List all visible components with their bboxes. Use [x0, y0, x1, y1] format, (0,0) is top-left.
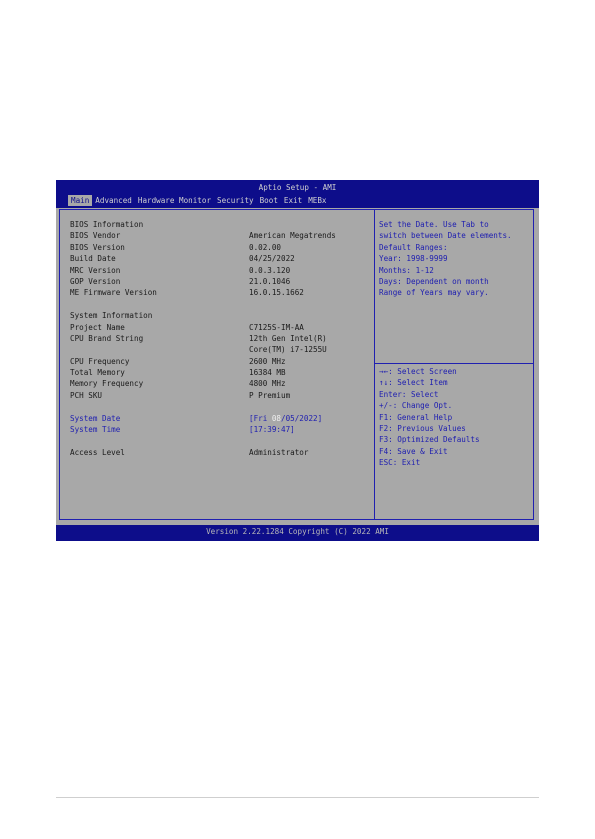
info-row-cpu-brand-cont: Core(TM) i7-1255U	[249, 345, 327, 355]
title-bar	[56, 180, 539, 208]
panel-divider	[374, 209, 375, 520]
menu-advanced[interactable]: Advanced	[95, 196, 132, 205]
access-level-row: Access Level Administrator	[70, 447, 309, 457]
info-row-cpu-brand: CPU Brand String 12th Gen Intel(R)	[70, 333, 327, 343]
key-enter: Enter: Select	[379, 389, 439, 399]
menu-mebx[interactable]: MEBx	[308, 196, 327, 205]
help-text: Set the Date. Use Tab to switch between Date elements. Default Ranges: Year: 1998-9999 Months: 1-12 Days: Dependent on month Range of Years may vary.	[379, 220, 512, 298]
system-info-header: System Information	[70, 311, 153, 321]
key-select-screen: →←: Select Screen	[379, 367, 457, 376]
version-footer: Version 2.22.1284 Copyright (C) 2022 AMI	[56, 525, 539, 541]
system-date-label[interactable]: System Date	[70, 413, 121, 423]
info-row-memory-frequency: Memory Frequency 4800 MHz	[70, 379, 286, 389]
menu-main[interactable]: Main	[68, 195, 92, 206]
info-row-mrc-version: MRC Version 0.0.3.120	[70, 265, 291, 275]
info-row-cpu-frequency: CPU Frequency 2600 MHz	[70, 356, 286, 366]
key-change-opt: +/-: Change Opt.	[379, 401, 453, 411]
info-row-pch-sku: PCH SKU P Premium	[70, 390, 291, 400]
menu-hardware-monitor[interactable]: Hardware Monitor	[137, 196, 212, 205]
system-date-value[interactable]: [Fri 08/05/2022]	[249, 413, 323, 423]
system-date-setting[interactable]	[70, 413, 370, 424]
bios-info-header: BIOS Information	[70, 220, 144, 229]
system-date-selected-field[interactable]: 08	[271, 413, 282, 423]
info-row-total-memory: Total Memory 16384 MB	[70, 368, 286, 378]
menu-bar	[68, 195, 330, 206]
system-time-value[interactable]: [17:39:47]	[249, 425, 295, 435]
info-row-me-firmware: ME Firmware Version 16.0.15.1662	[70, 288, 304, 298]
help-separator	[375, 363, 534, 364]
page-footer-rule	[56, 797, 539, 798]
key-esc: ESC: Exit	[379, 458, 421, 468]
settings-panel	[70, 219, 370, 458]
info-row-project-name: Project Name C7125S-IM-AA	[70, 322, 304, 332]
info-row-bios-vendor: BIOS Vendor American Megatrends	[70, 231, 336, 241]
info-row-build-date: Build Date 04/25/2022	[70, 254, 295, 264]
window-title: Aptio Setup - AMI	[258, 183, 337, 192]
key-f2: F2: Previous Values	[379, 423, 466, 433]
bios-setup-screen	[56, 180, 539, 541]
menu-exit[interactable]: Exit	[283, 196, 303, 205]
key-f4: F4: Save & Exit	[379, 446, 448, 456]
key-f1: F1: General Help	[379, 412, 453, 422]
info-row-bios-version: BIOS Version 0.02.00	[70, 242, 282, 252]
menu-boot[interactable]: Boot	[259, 196, 278, 205]
key-f3: F3: Optimized Defaults	[379, 435, 480, 445]
menu-security[interactable]: Security	[217, 196, 254, 205]
system-time-setting[interactable]	[70, 424, 370, 435]
key-select-item: ↑↓: Select Item	[379, 378, 448, 388]
key-legend	[379, 366, 534, 469]
info-row-gop-version: GOP Version 21.0.1046	[70, 276, 291, 286]
system-time-label[interactable]: System Time	[70, 425, 121, 435]
